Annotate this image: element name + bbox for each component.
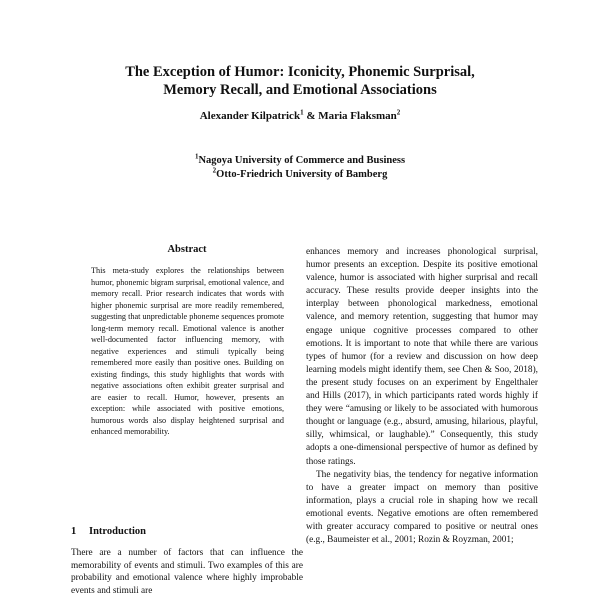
- author-separator: &: [303, 110, 319, 122]
- affiliation-mark: 1: [194, 152, 199, 161]
- author-name: Maria Flaksman: [318, 110, 397, 122]
- section-number: 1: [71, 526, 77, 537]
- author-name: Alexander Kilpatrick: [199, 110, 301, 122]
- author-affiliation-mark: 1: [300, 108, 304, 117]
- abstract-heading: Abstract: [167, 244, 207, 255]
- affiliation-name: Otto-Friedrich University of Bamberg: [216, 169, 388, 180]
- paragraph: enhances memory and increases phonological surprisal, humor presents an exception. Despite its positive emotional valence, humor is associated with higher surprisal and recall accuracy. These results provide deeper insights into the interplay between phonological markedness, emotional valence, and memory retention, suggesting that humor may engage unique cognitive processes compared to other emotions. It is important to note that while there are various types of humor (for a review and discussion on how deep learning models might identify them, see Chen & Soo, 2018), the present study focuses on an experiment by Engelthaler and Hills (2017), in which participants rated words highly if they were “amusing or likely to be associated with humorous thought or language (e.g., absurd, amusing, hilarious, playful, silly, whimsical, or laughable).” Consequently, this study adopts a one-dimensional perspective of humor as defined by those ratings.: [306, 247, 538, 467]
- title-line-2: Memory Recall, and Emotional Associations: [163, 82, 437, 98]
- affiliation: [40, 168, 560, 182]
- affiliation: [40, 154, 560, 168]
- section-title: Introduction: [89, 526, 146, 537]
- title-line-1: The Exception of Humor: Iconicity, Phonemic Surprisal,: [125, 64, 475, 80]
- paper-title: [40, 63, 560, 99]
- affiliation-name: Nagoya University of Commerce and Business: [198, 155, 406, 166]
- author-list: [40, 110, 560, 122]
- affiliation-mark: 2: [212, 166, 217, 175]
- affiliations: [40, 154, 560, 182]
- paragraph: The negativity bias, the tendency for negative information to have a greater impact on memory than positive information, plays a crucial role in shaping how we recall emotional events. Negative emotions are often remembered with greater accuracy compared to positive or neutral ones (e.g., Baumeister et al., 2001; Rozin & Royzman, 2001;: [306, 469, 538, 546]
- abstract-text: This meta-study explores the relationships between humor, phonemic bigram surprisal, emotional valence, and memory recall. Prior research indicates that words with higher phonemic surprisal are more readily remembered, suggesting that unpredictable phoneme sequences promote long-term memory recall. Emotional valence is another well-documented factor influencing memory, with negative experiences and stimuli typically being remembered more easily than positive ones. Building on existing findings, this study highlights that words with negative associations often exhibit greater surprisal and are easier to recall. Humor, however, presents an exception: while associated with positive emotions, humorous words also display heightened surprisal and enhanced memorability.: [91, 266, 284, 436]
- author-affiliation-mark: 2: [396, 108, 401, 117]
- right-column: [306, 246, 538, 547]
- section-heading: [71, 526, 146, 537]
- introduction-text: There are a number of factors that can influence the memorability of events and stimuli. Two examples of this are probability and emotional valence where highly improbable events and stimuli are: [71, 548, 303, 596]
